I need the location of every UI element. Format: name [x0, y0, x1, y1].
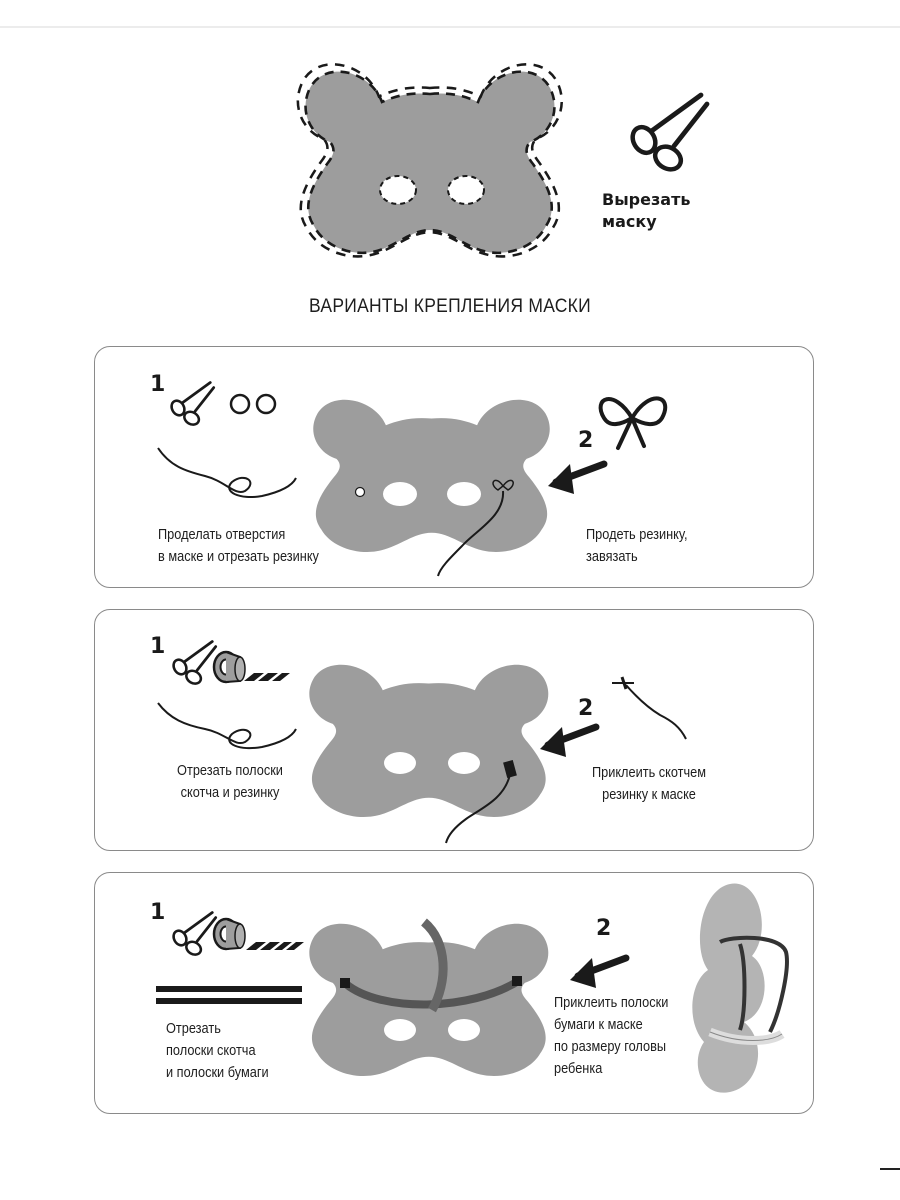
step-1-number: 1	[150, 634, 166, 659]
arrow-icon	[540, 727, 596, 757]
elastic-cord-icon	[158, 703, 296, 748]
scissors-icon	[171, 642, 216, 687]
tape-strips-icon	[246, 942, 304, 950]
panel-3-left-text	[166, 1018, 269, 1084]
paper-strips-icon	[156, 986, 302, 1004]
cut-label-line1: Вырезать	[602, 190, 691, 209]
text-line: завязать	[586, 549, 638, 565]
mask-side-view	[692, 884, 787, 1093]
ring-icon	[231, 395, 249, 413]
panel-2-illustration	[0, 609, 900, 849]
panel-3-right-text	[554, 992, 668, 1080]
tape-strips-icon	[244, 673, 290, 681]
text-line: и полоски бумаги	[166, 1065, 269, 1081]
eye-hole	[384, 1019, 416, 1041]
mask-silhouette	[309, 924, 548, 1076]
step-2-number: 2	[596, 916, 612, 941]
cut-mask-label	[602, 189, 722, 233]
page-edge-mark	[880, 1168, 900, 1170]
scissors-icon	[628, 95, 707, 174]
text-line: Приклеить полоски	[554, 995, 669, 1011]
arrow-icon	[548, 464, 604, 494]
section-title: ВАРИАНТЫ КРЕПЛЕНИЯ МАСКИ	[309, 296, 591, 317]
panel-2-right-text	[583, 762, 715, 806]
text-line: по размеру головы	[554, 1039, 667, 1055]
text-line: ребенка	[554, 1061, 603, 1077]
mask-silhouette	[313, 400, 550, 552]
tape-piece	[512, 976, 522, 986]
tape-roll-icon	[214, 652, 245, 682]
text-line: полоски скотча	[166, 1043, 256, 1059]
ring-icon	[257, 395, 275, 413]
panel-2-left-text	[160, 760, 301, 804]
step-2-number: 2	[578, 428, 594, 453]
punch-hole	[356, 488, 365, 497]
scissors-icon	[171, 913, 216, 958]
text-line: в маске и отрезать резинку	[158, 549, 319, 565]
panel-1-illustration	[0, 346, 900, 586]
elastic-cord-icon	[158, 448, 296, 497]
panel-1-right-text	[586, 524, 688, 568]
tape-roll-icon	[214, 919, 245, 949]
tape-piece	[340, 978, 350, 988]
cut-label-line2: маску	[602, 212, 657, 231]
eye-hole	[383, 482, 417, 506]
panel-3-illustration	[0, 872, 900, 1112]
step-1-number: 1	[150, 372, 166, 397]
eye-hole	[448, 752, 480, 774]
bow-icon	[601, 398, 666, 448]
scissors-icon	[169, 383, 214, 428]
taped-cord-icon	[612, 677, 686, 739]
text-line: скотча и резинку	[180, 785, 280, 801]
text-line: Продеть резинку,	[586, 527, 688, 543]
eye-hole	[447, 482, 481, 506]
eye-hole	[384, 752, 416, 774]
panel-1-left-text	[158, 524, 319, 568]
mask-silhouette	[309, 665, 548, 817]
step-2-number: 2	[578, 696, 594, 721]
mask-silhouette	[306, 72, 555, 253]
text-line: бумаги к маске	[554, 1017, 643, 1033]
text-line: Проделать отверстия	[158, 527, 286, 543]
arrow-icon	[570, 958, 626, 988]
text-line: Приклеить скотчем	[591, 765, 707, 781]
text-line: резинку к маске	[602, 787, 696, 803]
eye-hole	[448, 1019, 480, 1041]
cut-mask-illustration	[0, 0, 900, 290]
text-line: Отрезать	[166, 1021, 221, 1037]
step-1-number: 1	[150, 900, 166, 925]
text-line: Отрезать полоски	[177, 763, 283, 779]
